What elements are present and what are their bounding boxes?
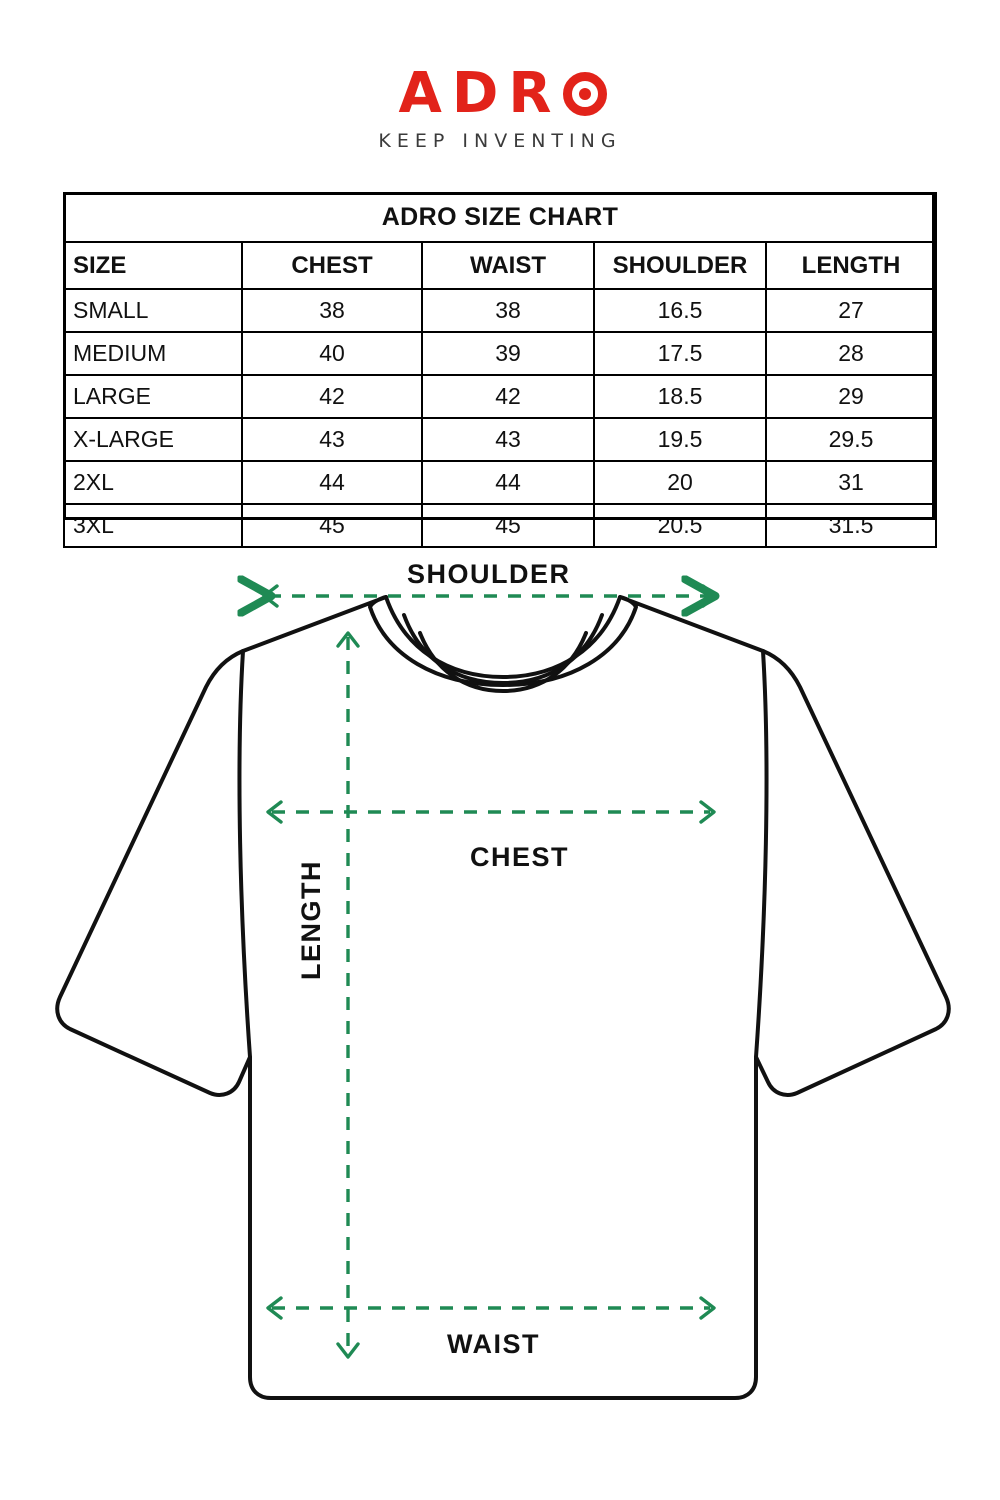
target-icon [563,72,607,116]
cell-length: 31 [766,461,936,504]
cell-shoulder: 16.5 [594,289,766,332]
cell-waist: 43 [422,418,594,461]
cell-length: 28 [766,332,936,375]
brand-wordmark [398,60,602,126]
cell-shoulder: 18.5 [594,375,766,418]
table-row [64,461,936,504]
cell-waist: 39 [422,332,594,375]
cell-length: 31.5 [766,504,936,547]
table-row [64,332,936,375]
cell-shoulder: 20.5 [594,504,766,547]
table-row [64,418,936,461]
cell-length: 29 [766,375,936,418]
table-header-row [64,242,936,289]
cell-size: X-LARGE [64,418,242,461]
cell-shoulder: 17.5 [594,332,766,375]
table-row [64,375,936,418]
column-header-chest: CHEST [242,242,422,289]
cell-waist: 45 [422,504,594,547]
cell-chest: 44 [242,461,422,504]
table-column-head [64,242,936,289]
cell-length: 29.5 [766,418,936,461]
column-header-size: SIZE [64,242,242,289]
label-waist: WAIST [447,1329,540,1359]
tshirt-measurement-diagram [0,545,1000,1485]
table-body [64,289,936,547]
size-chart-table [63,192,937,548]
cell-shoulder: 20 [594,461,766,504]
cell-chest: 40 [242,332,422,375]
cell-length: 27 [766,289,936,332]
cell-shoulder: 19.5 [594,418,766,461]
cell-size: SMALL [64,289,242,332]
cell-chest: 42 [242,375,422,418]
cell-waist: 42 [422,375,594,418]
cell-size: 3XL [64,504,242,547]
brand-logo [0,62,1000,152]
column-header-shoulder: SHOULDER [594,242,766,289]
column-header-waist: WAIST [422,242,594,289]
label-chest: CHEST [470,842,570,872]
label-length: LENGTH [296,860,326,980]
brand-letters: ADR [398,60,562,126]
cell-chest: 43 [242,418,422,461]
column-header-length: LENGTH [766,242,936,289]
cell-chest: 45 [242,504,422,547]
label-shoulder: SHOULDER [407,559,571,589]
cell-chest: 38 [242,289,422,332]
cell-size: MEDIUM [64,332,242,375]
table-title: ADRO SIZE CHART [64,193,936,242]
cell-waist: 44 [422,461,594,504]
table-row [64,289,936,332]
cell-waist: 38 [422,289,594,332]
cell-size: LARGE [64,375,242,418]
table-row [64,504,936,547]
table-title-head [64,193,936,242]
brand-tagline: KEEP INVENTING [378,130,622,152]
cell-size: 2XL [64,461,242,504]
